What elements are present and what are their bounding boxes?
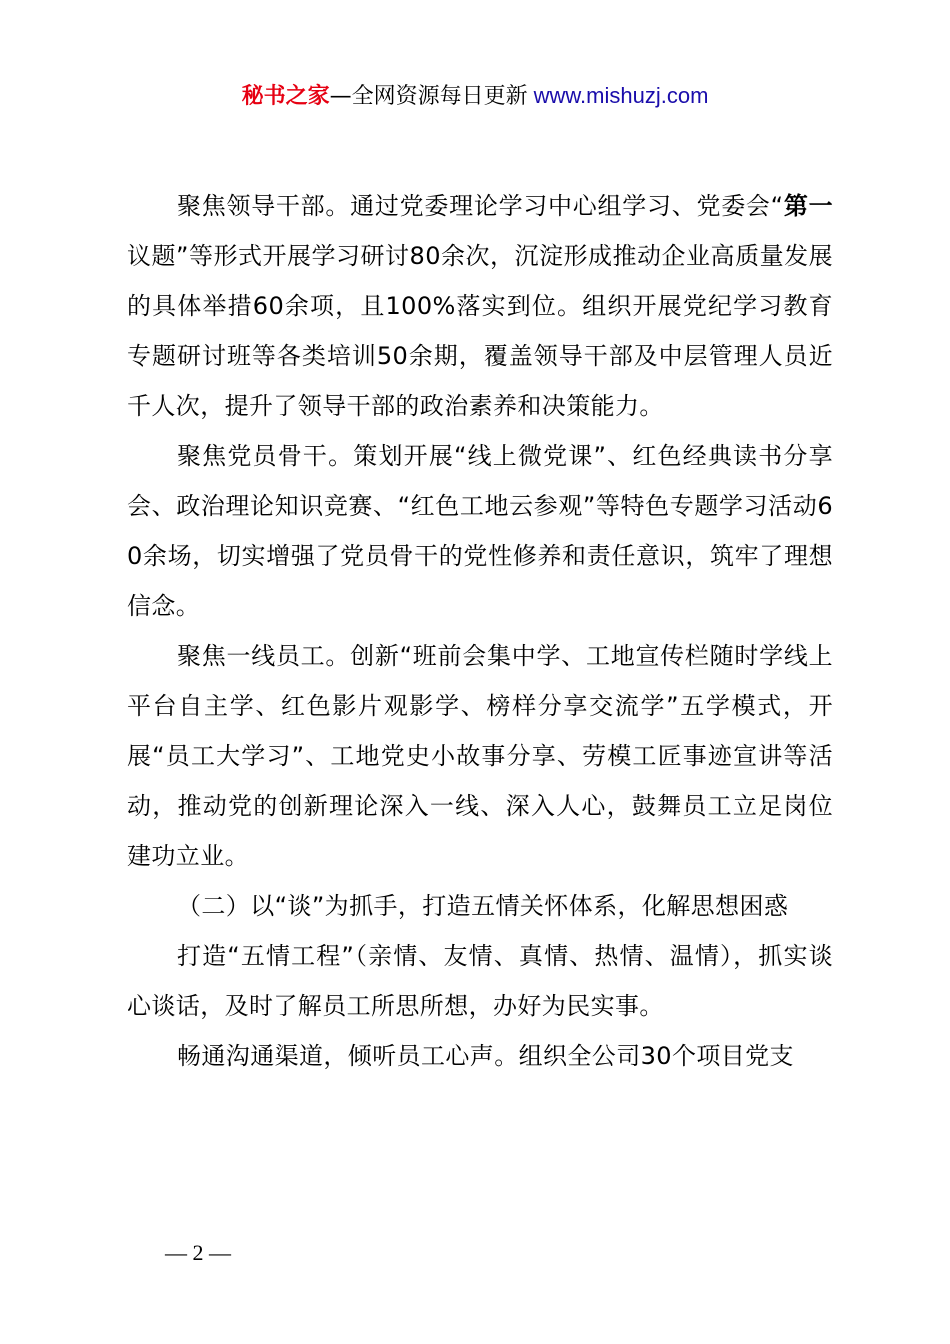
- document-body: [127, 181, 833, 1081]
- section-heading-talk: （二）以“谈”为抓手，打造五情关怀体系，化解思想困惑: [177, 892, 789, 920]
- paragraph-leaders-lead: 聚焦领导干部。通过党委理论学习中心组学习、党委会: [177, 192, 771, 220]
- header-dash: —: [329, 84, 352, 109]
- paragraph-leaders: [127, 181, 833, 431]
- paragraph-party-members: 聚焦党员骨干。策划开展“线上微党课”、红色经典读书分享会、政治理论知识竞赛、“红色工地云参观”等特色专题学习活动60余场，切实增强了党员骨干的党性修养和责任意识，筑牢了理想信念。: [127, 442, 833, 620]
- page-header: [0, 80, 950, 113]
- header-brand: 秘书之家: [241, 84, 330, 109]
- paragraph-five-care: 打造“五情工程”（亲情、友情、真情、热情、温情），抓实谈心谈话，及时了解员工所思所想，办好为民实事。: [127, 942, 833, 1020]
- paragraph-communication: 畅通沟通渠道，倾听员工心声。组织全公司30个项目党支: [177, 1042, 794, 1070]
- header-slogan: 全网资源每日更新: [351, 84, 528, 109]
- paragraph-leaders-bold: 第一: [783, 192, 833, 220]
- paragraph-leaders-rest: 议题”等形式开展学习研讨80余次，沉淀形成推动企业高质量发展的具体举措60余项，且100%落实到位。组织开展党纪学习教育专题研讨班等各类培训50余期，覆盖领导干部及中层管理人员近千人次，提升了领导干部的政治素养和决策能力。: [127, 242, 833, 420]
- paragraph-leaders-quote-open: “: [770, 192, 784, 220]
- page-number: — 2 —: [165, 1240, 231, 1265]
- paragraph-frontline-staff: 聚焦一线员工。创新“班前会集中学、工地宣传栏随时学线上平台自主学、红色影片观影学、榜样分享交流学”五学模式，开展“员工大学习”、工地党史小故事分享、劳模工匠事迹宣讲等活动，推动党的创新理论深入一线、深入人心，鼓舞员工立足岗位建功立业。: [127, 642, 833, 870]
- header-url-link[interactable]: www.mishuzj.com: [533, 83, 709, 108]
